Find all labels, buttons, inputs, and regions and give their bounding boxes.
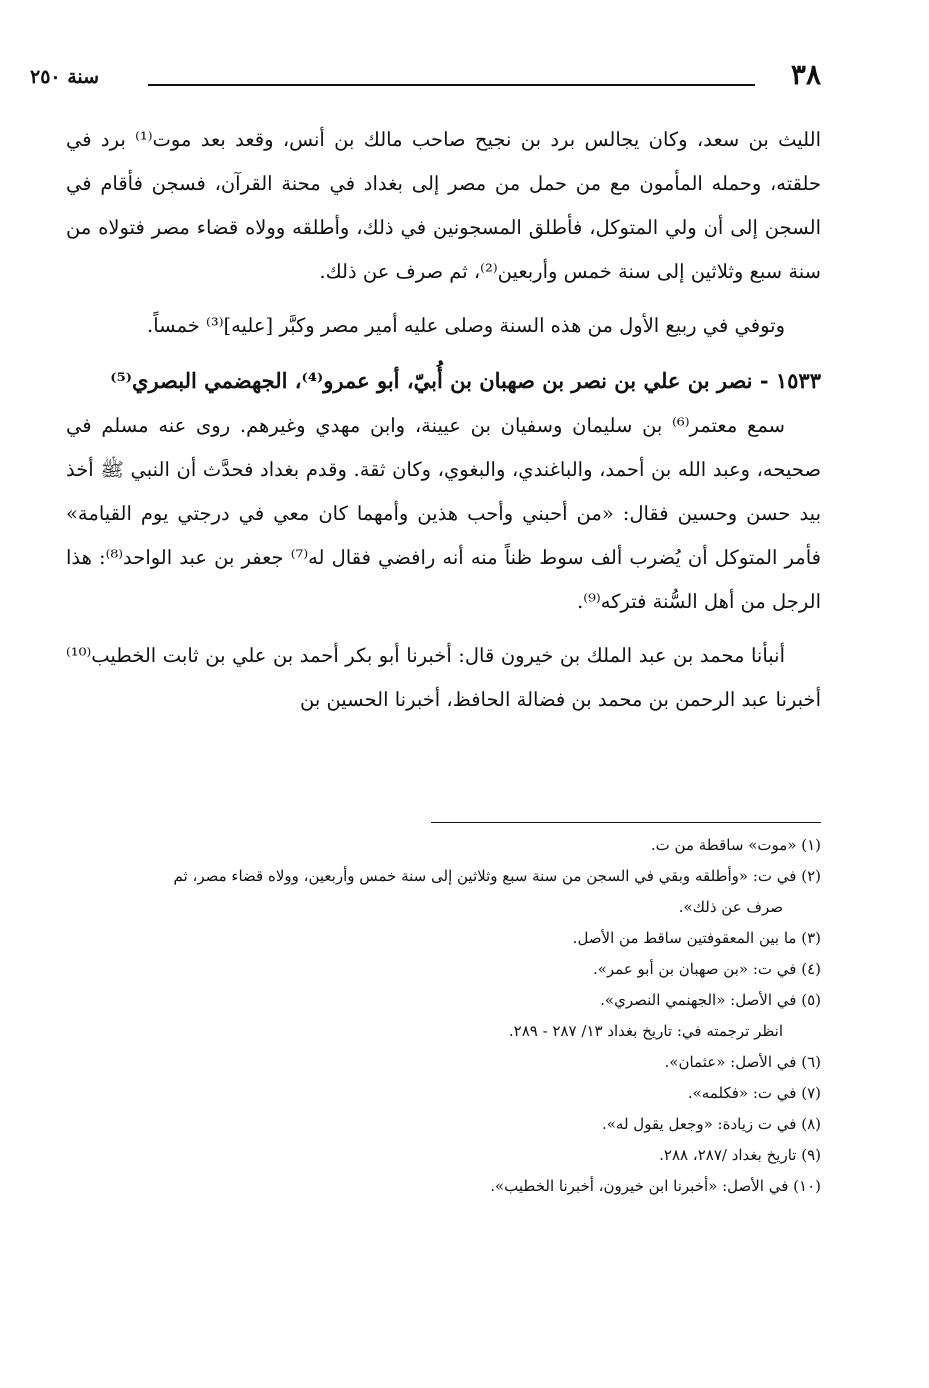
- footnote-7: (٧) في ت: «فكلمه».: [687, 1084, 821, 1102]
- footnote-5-reference: انظر ترجمته في: تاريخ بغداد ١٣/ ٢٨٧ - ٢٨٩.: [508, 1022, 783, 1040]
- page-number: ٣٨: [790, 58, 821, 91]
- footnote-8: (٨) في ت زيادة: «وجعل يقول له».: [601, 1115, 821, 1133]
- footnote-6: (٦) في الأصل: «عثمان».: [664, 1053, 821, 1071]
- page-header: [30, 58, 821, 98]
- footnote-9: (٩) تاريخ بغداد /٢٨٧، ٢٨٨.: [659, 1146, 821, 1164]
- footnote-3: (٣) ما بين المعقوفتين ساقط من الأصل.: [572, 929, 821, 947]
- paragraph-2: وتوفي في ربيع الأول من هذه السنة وصلى عليه أمير مصر وكبَّر [عليه]⁽³⁾ خمساً.: [147, 314, 785, 337]
- paragraph-3: سمع معتمر⁽⁶⁾ بن سليمان وسفيان بن عيينة، وابن مهدي وغيرهم. روى عنه مسلم في صحيحه، وعبد الله بن أحمد، والباغندي، والبغوي، وكان ثقة. وقدم بغداد فحدَّث أن النبي ﷺ أخذ بيد حسن وحسين فقال: «من أحبني وأحب هذين وأمهما كان معي في درجتي يوم القيامة» فأمر المتوكل أن يُضرب ألف سوط ظناً منه أنه رافضي فقال له⁽⁷⁾ جعفر بن عبد الواحد⁽⁸⁾: هذا الرجل من أهل السُّنة فتركه⁽⁹⁾.: [66, 414, 821, 613]
- main-text: [66, 118, 821, 722]
- biography-entry-title: ١٥٣٣ - نصر بن علي بن نصر بن صهبان بن أُبيّ، أبو عمرو⁽⁴⁾، الجهضمي البصري⁽⁵⁾: [110, 368, 821, 393]
- footnotes: [95, 830, 821, 1202]
- footnote-1: (١) «موت» ساقطة من ت.: [650, 836, 821, 854]
- footnote-separator: [431, 822, 821, 823]
- footnote-2: (٢) في ت: «وأطلقه وبقي في السجن من سنة سبع وثلاثين إلى سنة خمس وأربعين، وولاه قضاء مصر، ثم: [173, 867, 821, 885]
- footnote-2-continuation: صرف عن ذلك».: [678, 898, 783, 916]
- running-head-year: سنة ٢٥٠: [30, 66, 100, 88]
- footnote-5: (٥) في الأصل: «الجهنمي النصري».: [600, 991, 821, 1009]
- footnote-4: (٤) في ت: «بن صهبان بن أبو عمر».: [592, 960, 821, 978]
- paragraph-4: أنبأنا محمد بن عبد الملك بن خيرون قال: أخبرنا أبو بكر أحمد بن علي بن ثابت الخطيب⁽¹⁰⁾ أخبرنا عبد الرحمن بن محمد بن فضالة الحافظ، أخبرنا الحسين بن: [66, 644, 821, 711]
- header-rule: [148, 84, 755, 86]
- paragraph-1: الليث بن سعد، وكان يجالس برد بن نجيح صاحب مالك بن أنس، وقعد بعد موت⁽¹⁾ برد في حلقته، وحمله المأمون مع من حمل من مصر إلى بغداد في محنة القرآن، فسجن فأقام في السجن إلى أن ولي المتوكل، فأطلق المسجونين في ذلك، وأطلقه وولاه قضاء مصر فتولاه من سنة سبع وثلاثين إلى سنة خمس وأربعين⁽²⁾، ثم صرف عن ذلك.: [66, 128, 821, 283]
- footnote-10: (١٠) في الأصل: «أخبرنا ابن خيرون، أخبرنا الخطيب».: [490, 1177, 821, 1195]
